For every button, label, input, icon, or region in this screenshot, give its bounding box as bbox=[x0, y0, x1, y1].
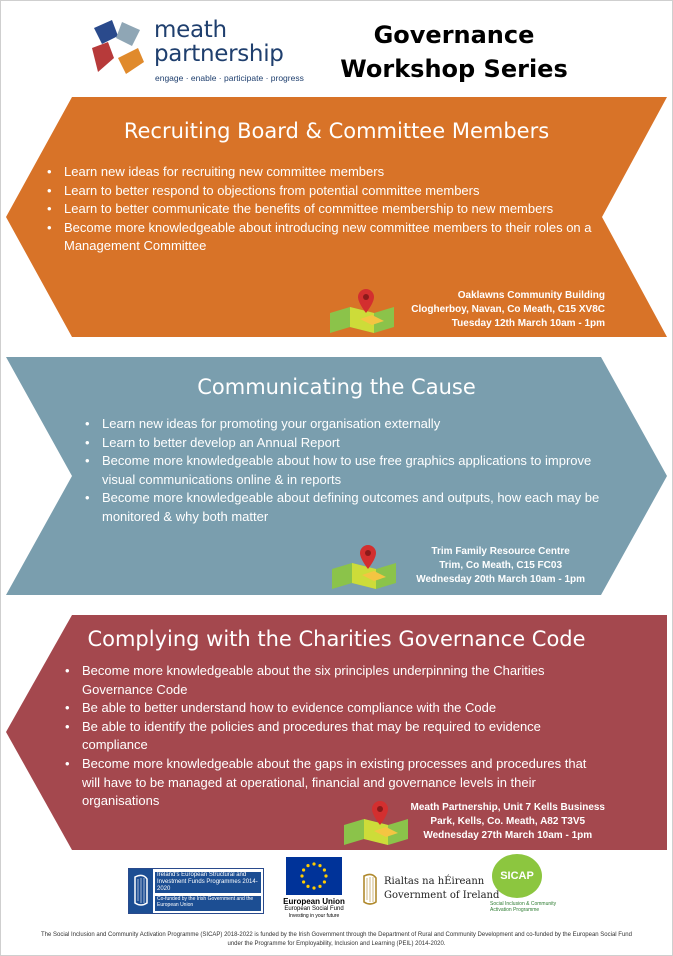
funder-logos bbox=[0, 852, 673, 922]
venue-address: Park, Kells, Co. Meath, A82 T3V5 bbox=[430, 816, 586, 827]
workshop-bullets bbox=[44, 163, 604, 256]
series-title bbox=[318, 18, 590, 86]
venue-name: Oaklawns Community Building bbox=[457, 290, 605, 301]
venue-date-time: Tuesday 12th March 10am - 1pm bbox=[451, 318, 605, 329]
logo-mark-icon bbox=[88, 18, 148, 76]
gov-irish-name: Rialtas na hÉireann bbox=[384, 876, 485, 887]
bullet-item: • Learn to better develop an Annual Report bbox=[82, 434, 612, 453]
gov-english-name: Government of Ireland bbox=[384, 890, 500, 901]
government-of-ireland-logo bbox=[360, 870, 500, 910]
workshop-bullets bbox=[62, 662, 602, 811]
map-pin-icon bbox=[326, 285, 398, 333]
series-title-line2: Workshop Series bbox=[340, 55, 568, 83]
venue-details bbox=[411, 289, 605, 331]
esf-eu-label: European Union bbox=[283, 897, 345, 906]
logo-name-line2: partnership bbox=[154, 41, 284, 67]
meath-partnership-logo bbox=[88, 17, 304, 88]
bullet-item: • Be able to better understand how to evidence compliance with the Code bbox=[62, 699, 602, 718]
workshop-bullets bbox=[82, 415, 612, 527]
map-pin-icon bbox=[340, 797, 412, 845]
esf-logo bbox=[280, 857, 348, 917]
venue-name: Meath Partnership, Unit 7 Kells Business bbox=[410, 802, 605, 813]
esf-fund-label: European Social Fund bbox=[284, 906, 344, 912]
venue-details bbox=[416, 545, 585, 587]
bullet-item: • Be able to identify the policies and procedures that may be required to evidence compliance bbox=[62, 718, 602, 755]
workshop-band-complying bbox=[6, 615, 667, 850]
bullet-item: • Become more knowledgeable about the gaps in existing processes and procedures that will have to be managed at operational, financial and governance levels in their organisations bbox=[62, 755, 602, 811]
funding-disclaimer: The Social Inclusion and Community Activation Programme (SICAP) 2018-2022 is funded by the Irish Government through the Department of Rural and Community Development and co-funded by the European Social Fund under the Programme for Employability, Inclusion and Learning (PEIL) 2014-2020. bbox=[41, 932, 632, 947]
venue-address: Clogherboy, Navan, Co Meath, C15 XV8C bbox=[411, 304, 605, 315]
bullet-item: • Learn new ideas for recruiting new committee members bbox=[44, 163, 604, 182]
venue-name: Trim Family Resource Centre bbox=[431, 546, 570, 557]
venue-address: Trim, Co Meath, C15 FC03 bbox=[439, 560, 563, 571]
esif-logo bbox=[128, 868, 264, 914]
esif-cofunded: Co-funded by the Irish Government and the European Union bbox=[155, 896, 261, 911]
workshop-title: Communicating the Cause bbox=[197, 375, 476, 399]
bullet-item: • Become more knowledgeable about introducing new committee members to their roles on a Management Committee bbox=[44, 219, 604, 256]
workshop-title: Complying with the Charities Governance Code bbox=[87, 627, 586, 651]
venue-details bbox=[411, 801, 606, 843]
map-pin-icon bbox=[328, 541, 400, 589]
bullet-item: • Become more knowledgeable about defining outcomes and outputs, how each may be monitored & why both matter bbox=[82, 489, 612, 526]
eu-flag-icon bbox=[286, 857, 342, 895]
sicap-subtitle: Social Inclusion & Community Activation Programme bbox=[490, 901, 557, 913]
logo-wordmark bbox=[154, 18, 284, 66]
logo-tagline: engage · enable · participate · progress bbox=[155, 73, 304, 83]
bullet-item: • Become more knowledgeable about how to use free graphics applications to improve visual communications online & in reports bbox=[82, 452, 612, 489]
bullet-item: • Learn to better communicate the benefits of committee membership to new members bbox=[44, 200, 604, 219]
bullet-item: • Learn to better respond to objections from potential committee members bbox=[44, 182, 604, 201]
workshop-band-recruiting bbox=[6, 97, 667, 337]
bullet-item: • Learn new ideas for promoting your organisation externally bbox=[82, 415, 612, 434]
workshop-band-communicating bbox=[6, 357, 667, 595]
series-title-line1: Governance bbox=[373, 21, 535, 49]
workshop-title: Recruiting Board & Committee Members bbox=[123, 119, 550, 143]
bullet-item: • Become more knowledgeable about the six principles underpinning the Charities Governance Code bbox=[62, 662, 602, 699]
venue-date-time: Wednesday 27th March 10am - 1pm bbox=[423, 830, 593, 841]
logo-name-line1: meath bbox=[154, 17, 227, 43]
sicap-badge: SICAP bbox=[492, 854, 542, 898]
harp-icon bbox=[360, 872, 380, 908]
esif-title: Ireland's European Structural and Investment Funds Programmes 2014-2020 bbox=[155, 872, 261, 893]
esf-slogan: Investing in your future bbox=[288, 913, 340, 919]
sicap-logo bbox=[490, 854, 557, 924]
venue-date-time: Wednesday 20th March 10am - 1pm bbox=[416, 574, 585, 585]
harp-icon bbox=[129, 869, 153, 913]
